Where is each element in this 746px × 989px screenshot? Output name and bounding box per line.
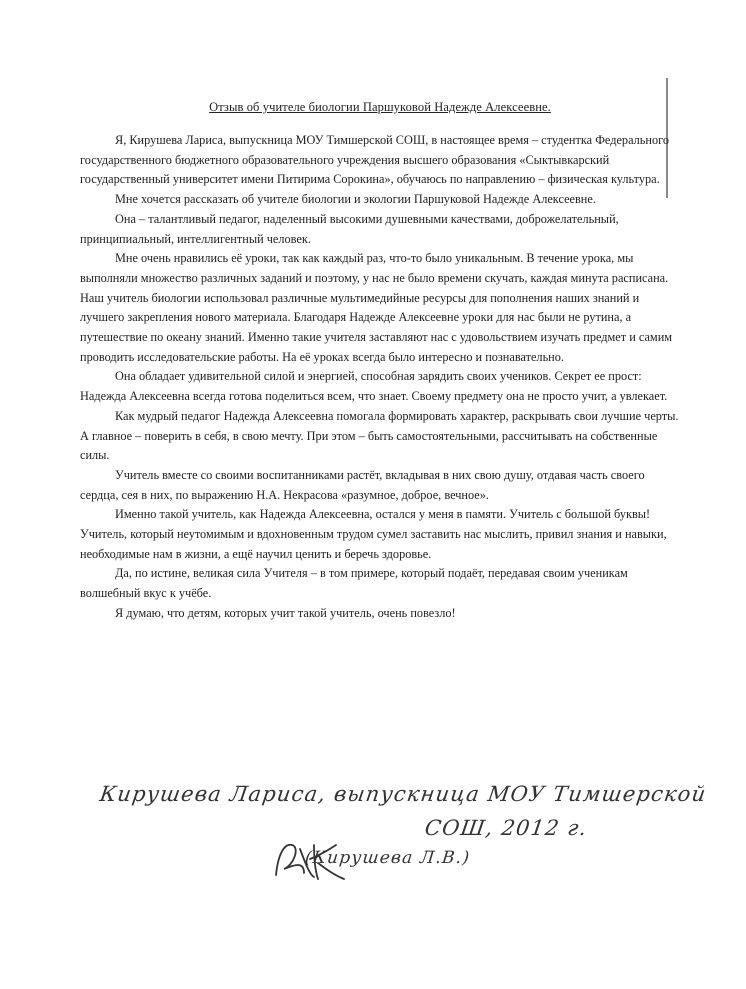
handwritten-line-signature-name: (Кирушева Л.В.) bbox=[303, 848, 472, 868]
paragraph-character: Как мудрый педагог Надежда Алексеевна помогала формировать характер, раскрывать свои лучшие черты. А главное – поверить в себя, в свою мечту. При этом – быть самостоятельными, рассчитывать на собственные силы. bbox=[80, 408, 679, 463]
paragraph-intro: Я, Кирушева Лариса, выпускница МОУ Тимшерской СОШ, в настоящее время – студентка Федерального государственного бюджетного образовательного учреждения высшего образования «Сыктывкарский государственный университет имени Питирима Сорокина», обучаюсь по направлению – физическая культура. bbox=[80, 133, 670, 187]
handwritten-line-name: Кирушева Лариса, выпускница МОУ Тимшерской bbox=[98, 782, 709, 806]
paragraph-qualities: Она – талантливый педагог, наделенный высокими душевными качествами, доброжелательный, принципиальный, интеллигентный человек. bbox=[80, 211, 619, 246]
paragraph-purpose: Мне хочется рассказать об учителе биологии и экологии Паршуковой Надежде Алексеевне. bbox=[115, 192, 596, 207]
paragraph-growth: Учитель вместе со своими воспитанниками растёт, вкладывая в них свою душу, отдавая часть своего сердца, сея в них, по выражению Н.А. Некрасова «разумное, доброе, вечное». bbox=[80, 467, 645, 502]
document-title: Отзыв об учителе биологии Паршуковой Надежде Алексеевне. bbox=[209, 100, 551, 114]
paragraph-memory: Именно такой учитель, как Надежда Алексеевна, остался у меня в памяти. Учитель с большой буквы! Учитель, который неутомимым и вдохновенным трудом сумел заставить нас мыслить, привил знания и навыки, необходимые нам в жизни, а ещё научил ценить и беречь здоровье. bbox=[80, 507, 667, 561]
paragraph-power: Да, по истине, великая сила Учителя – в том примере, который подаёт, передавая своим ученикам волшебный вкус к учёбе. bbox=[80, 566, 628, 601]
letter-body bbox=[80, 100, 680, 624]
paragraph-lessons: Мне очень нравились её уроки, так как каждый раз, что-то было уникальным. В течение урока, мы выполняли множество различных заданий и поэтому, у нас не было времени скучать, каждая минута расписана. Наш учитель биологии использовал различные мультимедийные ресурсы для пополнения наших знаний и лучшего закрепления нового материала. Благодаря Надежде Алексеевне уроки для нас были не рутина, а путешествие по океану знаний. Именно такие учителя заставляют нас с удовольствием изучать предмет и самим проводить исследовательские работы. На её уроках всегда было интересно и познавательно. bbox=[80, 251, 673, 364]
handwritten-signature-block bbox=[90, 780, 709, 890]
paragraph-closing: Я думаю, что детям, которых учит такой учитель, очень повезло! bbox=[115, 605, 456, 620]
paragraph-energy: Она обладает удивительной силой и энергией, способная зарядить своих учеников. Секрет ее прост: Надежда Алексеевна всегда готова поделиться всем, что знает. Своему предмету она не просто учит, а увлекает. bbox=[80, 369, 668, 404]
handwritten-line-school-year: СОШ, 2012 г. bbox=[423, 816, 590, 840]
